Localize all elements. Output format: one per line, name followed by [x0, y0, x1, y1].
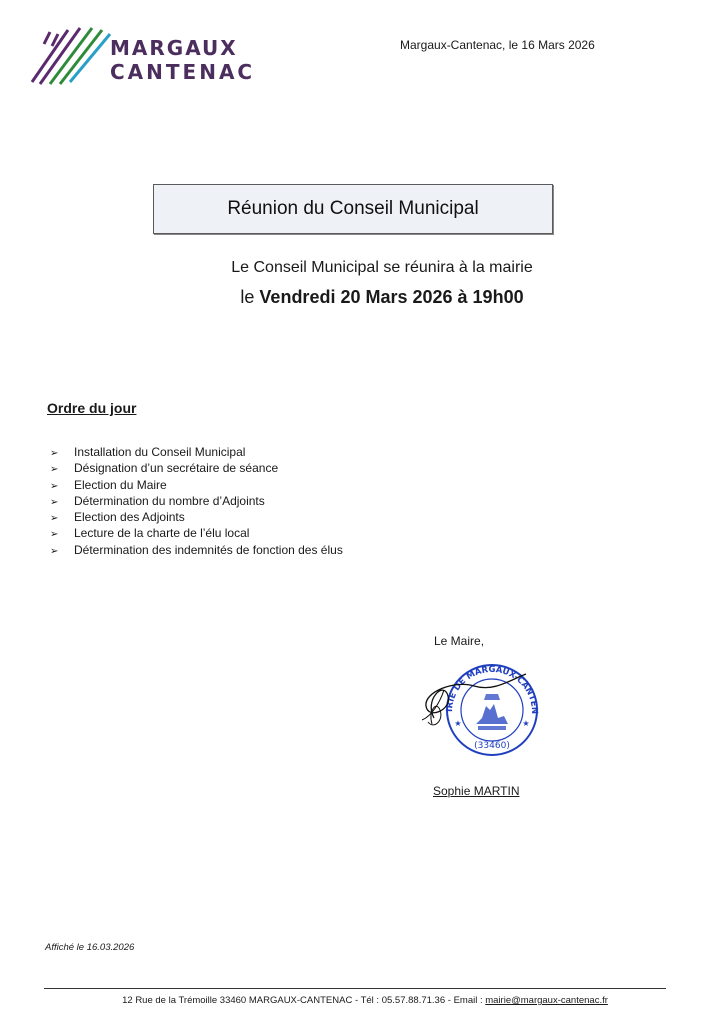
- agenda-item: [50, 542, 343, 558]
- arrow-bullet-icon: ➢: [50, 480, 59, 492]
- svg-text:MAIRIE DE MARGAUX-CANTENAC: IRIE DE MARGAUX-CANTEN: [444, 664, 540, 715]
- agenda-item-text: Désignation d’un secrétaire de séance: [74, 461, 279, 476]
- agenda-item-text: Détermination des indemnités de fonction des élus: [74, 542, 343, 557]
- agenda-item-text: Détermination du nombre d’Adjoints: [74, 493, 265, 508]
- stamp-seal-icon: [414, 660, 554, 760]
- svg-text:★: ★: [522, 719, 530, 728]
- logo-text-line1: MARGAUX: [110, 36, 238, 60]
- arrow-bullet-icon: ➢: [50, 496, 59, 508]
- agenda-item-text: Election des Adjoints: [74, 510, 185, 525]
- agenda-item-text: Installation du Conseil Municipal: [74, 445, 246, 459]
- footer-separator: -: [352, 995, 361, 1006]
- logo-text-line2: CANTENAC: [110, 60, 256, 84]
- svg-text:★: ★: [454, 719, 462, 728]
- agenda-item-text: Election du Maire: [74, 477, 167, 492]
- arrow-bullet-icon: ➢: [50, 545, 59, 557]
- agenda-item-text: Lecture de la charte de l’élu local: [74, 526, 250, 541]
- place-and-date: Margaux-Cantenac, le 16 Mars 2026: [400, 38, 595, 52]
- meeting-date-prefix: le: [240, 287, 260, 307]
- agenda-item: [50, 525, 343, 541]
- title-box: [153, 184, 553, 234]
- meeting-date-bold: Vendredi 20 Mars 2026 à 19h00: [259, 287, 524, 307]
- agenda-item: [50, 493, 343, 509]
- footer-separator: -: [445, 995, 454, 1006]
- footer-email-link[interactable]: mairie@margaux-cantenac.fr: [485, 995, 608, 1006]
- posting-date: Affiché le 16.03.2026: [45, 942, 135, 953]
- agenda-item: [50, 444, 343, 460]
- meeting-date: [0, 287, 724, 308]
- footer-divider: [44, 988, 666, 989]
- agenda-item: [50, 509, 343, 525]
- svg-text:(33460): (33460): [474, 741, 510, 751]
- agenda-list: [50, 444, 343, 558]
- logo-stripes-icon: [28, 24, 112, 90]
- footer: [0, 995, 724, 1006]
- municipal-logo: [28, 24, 268, 90]
- footer-email-label: Email :: [453, 995, 486, 1006]
- arrow-bullet-icon: ➢: [50, 513, 59, 525]
- arrow-bullet-icon: ➢: [50, 529, 59, 541]
- footer-phone: Tél : 05.57.88.71.36: [360, 995, 446, 1006]
- mayor-label: Le Maire,: [434, 634, 485, 648]
- mayor-name: Sophie MARTIN: [433, 784, 520, 798]
- arrow-bullet-icon: ➢: [50, 448, 59, 459]
- agenda-item: [50, 460, 343, 476]
- intro-text: Le Conseil Municipal se réunira à la mairie: [231, 259, 533, 276]
- arrow-bullet-icon: ➢: [50, 464, 59, 476]
- official-stamp: [414, 660, 554, 760]
- agenda-item: [50, 477, 343, 493]
- agenda-heading: Ordre du jour: [47, 400, 137, 416]
- footer-address: 12 Rue de la Trémoille 33460 MARGAUX-CANTENAC: [122, 995, 353, 1006]
- document-title: Réunion du Conseil Municipal: [227, 198, 479, 219]
